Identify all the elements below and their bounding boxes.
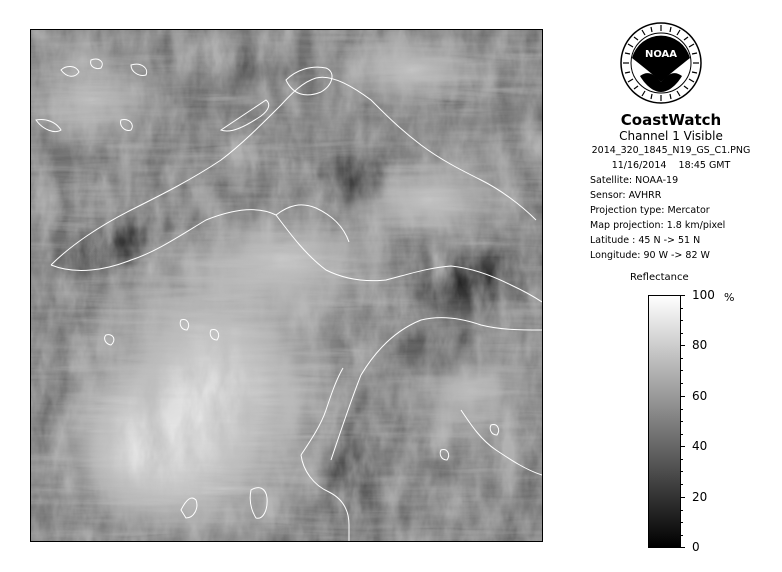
colorbar-minor-tick — [680, 308, 683, 309]
logo-text: NOAA — [644, 49, 678, 60]
colorbar-unit: % — [724, 291, 735, 304]
colorbar-minor-tick — [680, 459, 683, 460]
colorbar-ticks — [680, 288, 740, 554]
colorbar-minor-tick — [680, 421, 683, 422]
noaa-emblem — [620, 22, 702, 104]
colorbar-tick — [680, 497, 685, 498]
colorbar-minor-tick — [680, 370, 683, 371]
satellite-image — [30, 29, 543, 542]
colorbar-tick-label: 60 — [692, 389, 708, 403]
colorbar-minor-tick — [680, 333, 683, 334]
colorbar-minor-tick — [680, 383, 683, 384]
colorbar-tick — [680, 345, 685, 346]
colorbar-minor-tick — [680, 434, 683, 435]
longitude-range: Longitude: 90 W -> 82 W — [590, 250, 710, 261]
projection-type: Projection type: Mercator — [590, 205, 710, 216]
colorbar-minor-tick — [680, 484, 683, 485]
colorbar-minor-tick — [680, 409, 683, 410]
colorbar-tick-label: 40 — [692, 439, 708, 453]
colorbar-tick-label: 20 — [692, 490, 708, 504]
noaa-logo — [620, 22, 702, 104]
colorbar-tick-label: 100 — [692, 288, 715, 302]
colorbar — [648, 295, 681, 548]
product-title: CoastWatch — [620, 111, 722, 129]
satellite-imagery — [31, 30, 542, 541]
colorbar-minor-tick — [680, 510, 683, 511]
colorbar-tick — [680, 446, 685, 447]
colorbar-tick-label: 80 — [692, 338, 708, 352]
date: 11/16/2014 — [611, 160, 667, 171]
colorbar-label: Reflectance — [630, 272, 689, 283]
channel-label: Channel 1 Visible — [619, 129, 723, 143]
colorbar-minor-tick — [680, 320, 683, 321]
colorbar-minor-tick — [680, 522, 683, 523]
metadata-panel — [565, 112, 777, 263]
time: 18:45 GMT — [678, 160, 731, 171]
colorbar-minor-tick — [680, 358, 683, 359]
colorbar-tick — [680, 295, 685, 296]
latitude-range: Latitude : 45 N -> 51 N — [590, 235, 701, 246]
colorbar-tick-label: 0 — [692, 540, 700, 554]
colorbar-minor-tick — [680, 535, 683, 536]
colorbar-minor-tick — [680, 471, 683, 472]
colorbar-tick — [680, 547, 685, 548]
satellite: Satellite: NOAA-19 — [590, 175, 679, 186]
datetime — [565, 158, 777, 173]
colorbar-tick — [680, 396, 685, 397]
filename: 2014_320_1845_N19_GS_C1.PNG — [591, 145, 751, 156]
map-projection: Map projection: 1.8 km/pixel — [590, 220, 726, 231]
sensor: Sensor: AVHRR — [590, 190, 662, 201]
